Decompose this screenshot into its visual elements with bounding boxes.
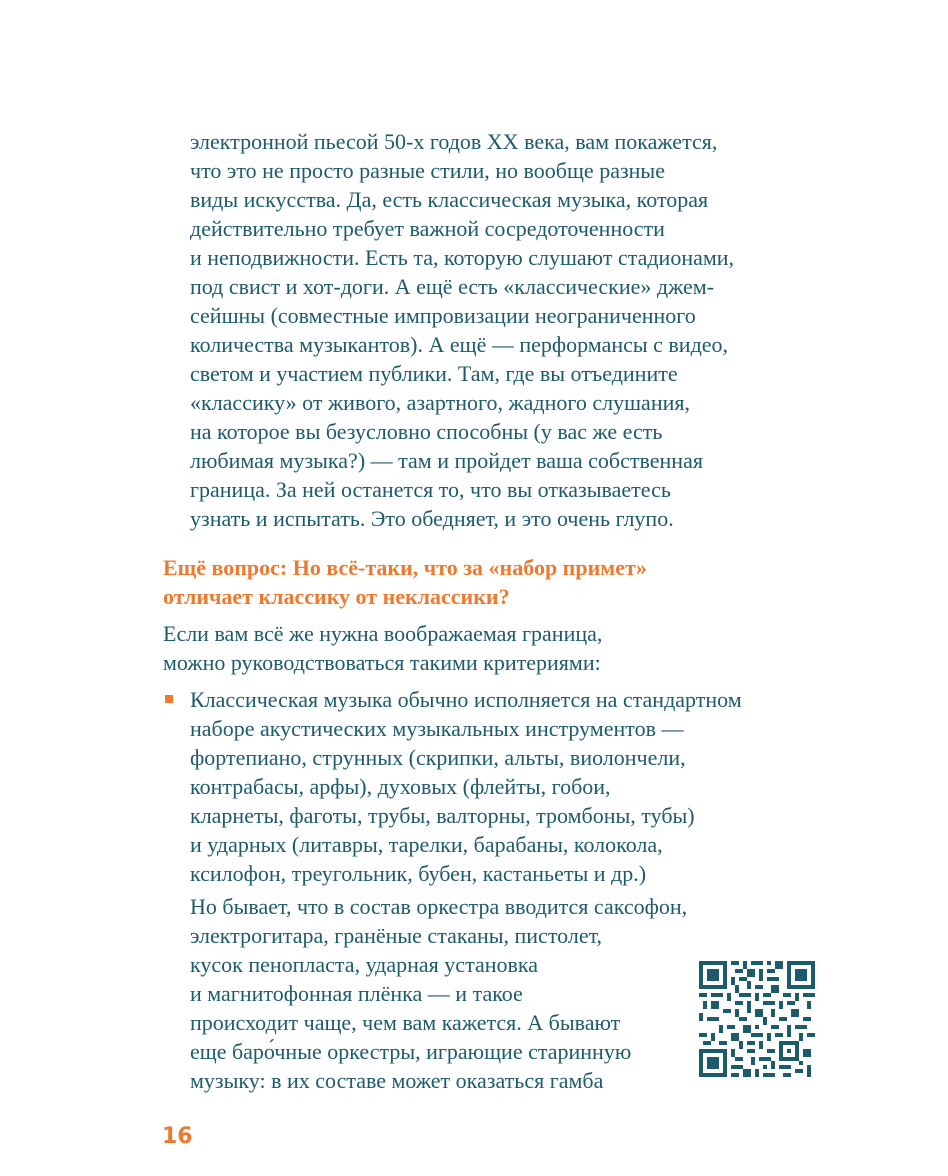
text-line: и ударных (литавры, тарелки, барабаны, колокола,: [190, 832, 663, 857]
text-line: музыку: в их составе может оказаться гамба: [190, 1068, 604, 1093]
text-line: еще баро́чные оркестры, играющие старинную: [190, 1039, 632, 1064]
text-line: под свист и хот-доги. А ещё есть «классические» джем-: [190, 274, 715, 299]
text-line: Если вам всё же нужна воображаемая граница,: [163, 621, 603, 646]
text-line: любимая музыка?) — там и пройдет ваша собственная: [190, 448, 703, 473]
text-line: Но бывает, что в состав оркестра вводится саксофон,: [190, 894, 688, 919]
text-line: контрабасы, арфы), духовых (флейты, гобои,: [190, 774, 611, 799]
text-line: происходит чаще, чем вам кажется. А бывают: [190, 1010, 621, 1035]
text-line: кларнеты, фаготы, трубы, валторны, тромбоны, тубы): [190, 803, 695, 828]
text-line: наборе акустических музыкальных инструментов —: [190, 716, 684, 741]
text-line: на которое вы безусловно способны (у вас же есть: [190, 419, 663, 444]
text-line: узнать и испытать. Это обедняет, и это очень глупо.: [190, 506, 674, 531]
heading-line: Ещё вопрос: Но всё-таки, что за «набор примет»: [163, 555, 647, 580]
text-line: можно руководствоваться такими критериями:: [163, 650, 601, 675]
text-line: сейшны (совместные импровизации неограниченного: [190, 303, 696, 328]
heading-line: отличает классику от неклассики?: [163, 584, 510, 609]
text-line: граница. За ней останется то, что вы отказываетесь: [190, 477, 671, 502]
text-line: что это не просто разные стили, но вообще разные: [190, 158, 665, 183]
bullet-marker: [165, 695, 173, 703]
text-line: действительно требует важной сосредоточенности: [190, 216, 665, 241]
text-line: Классическая музыка обычно исполняется на стандартном: [190, 687, 742, 712]
text-line: количества музыкантов). А ещё — перформансы с видео,: [190, 332, 729, 357]
text-line: и неподвижности. Есть та, которую слушают стадионами,: [190, 245, 735, 270]
text-line: кусок пенопласта, ударная установка: [190, 952, 538, 977]
qr-code-icon[interactable]: [699, 961, 815, 1077]
text-line: электрогитара, гранёные стаканы, пистолет,: [190, 923, 603, 948]
text-line: светом и участием публики. Там, где вы отъедините: [190, 361, 678, 386]
text-line: «классику» от живого, азартного, жадного слушания,: [190, 390, 690, 415]
text-line: и магнитофонная плёнка — и такое: [190, 981, 523, 1006]
page-number: 16: [162, 1124, 193, 1149]
text-line: электронной пьесой 50-х годов XX века, вам покажется,: [190, 129, 718, 154]
text-line: фортепиано, струнных (скрипки, альты, виолончели,: [190, 745, 686, 770]
text-line: виды искусства. Да, есть классическая музыка, которая: [190, 187, 709, 212]
text-line: ксилофон, треугольник, бубен, кастаньеты и др.): [190, 861, 647, 886]
